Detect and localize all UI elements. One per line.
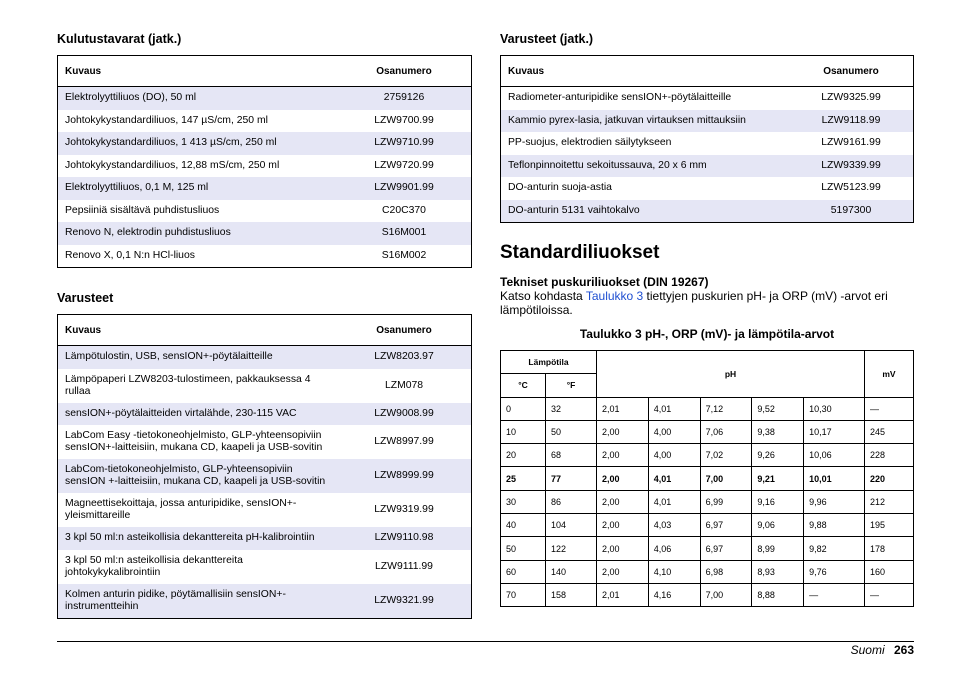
table3-link[interactable]: Taulukko 3 (585, 289, 644, 303)
table-row (58, 369, 472, 403)
row-num: C20C370 (382, 204, 426, 216)
row-num: LZW8999.99 (337, 459, 472, 493)
table-row (58, 155, 472, 178)
ph-cell: 60 (501, 560, 546, 583)
ph-cell: 10,06 (804, 444, 865, 467)
ph-cell: 160 (865, 560, 914, 583)
ph-cell: 8,88 (752, 583, 804, 606)
ph-cell: — (865, 583, 914, 606)
row-num: LZW9720.99 (374, 159, 434, 171)
ph-cell: 2,00 (597, 420, 649, 443)
table-row (501, 467, 914, 490)
ph-cell: 50 (546, 420, 597, 443)
row-desc: 3 kpl 50 ml:n asteikollisia dekanttereita pH-kalibrointiin (58, 527, 338, 550)
ph-cell: 7,00 (700, 583, 752, 606)
ph-cell: 245 (865, 420, 914, 443)
col-header-desc: Kuvaus (501, 56, 790, 87)
row-num: LZW9700.99 (374, 114, 434, 126)
table3-caption: Taulukko 3 pH-, ORP (mV)- ja lämpötila-arvot (579, 327, 835, 341)
table-row (58, 110, 472, 133)
row-desc: Teflonpinnoitettu sekoitussauva, 20 x 6 mm (501, 155, 790, 178)
table-row (501, 87, 914, 110)
ph-cell: 2,00 (597, 537, 649, 560)
row-desc: PP-suojus, elektrodien säilytykseen (508, 137, 672, 149)
ph-cell: 7,12 (700, 397, 752, 420)
ph-header: pH (597, 351, 865, 398)
ph-cell: 6,97 (700, 514, 752, 537)
table-row (58, 132, 472, 155)
ph-cell: 7,06 (700, 420, 752, 443)
consumables-table (57, 55, 472, 268)
row-num: LZW9008.99 (337, 403, 472, 426)
ph-cell: 212 (865, 490, 914, 513)
table-header-row (58, 56, 472, 87)
ph-cell: 9,06 (752, 514, 804, 537)
row-num: LZW5123.99 (821, 182, 881, 194)
table-row (58, 222, 472, 245)
row-num: LZW9161.99 (821, 137, 881, 149)
row-desc: DO-anturin 5131 vaihtokalvo (501, 200, 790, 223)
row-desc: LabCom Easy -tietokoneohjelmisto, GLP-yhteensopiviin sensION+-laitteisiin, mukana CD, kaapeli ja USB-sovitin (65, 430, 323, 453)
ph-cell: 10,01 (804, 467, 865, 490)
accessories-cont-table (500, 55, 914, 223)
ph-cell: 220 (865, 467, 914, 490)
standards-heading: Standardiliuokset (500, 242, 660, 263)
consumables-title: Kulutustavarat (jatk.) (57, 32, 182, 46)
row-desc: Johtokykystandardiliuos, 1 413 µS/cm, 250 ml (58, 132, 338, 155)
page-footer (851, 642, 914, 658)
celsius-header: °C (501, 374, 546, 397)
table-row (58, 584, 472, 619)
ph-cell: — (804, 583, 865, 606)
ph-cell: 2,00 (597, 467, 649, 490)
table-row (501, 514, 914, 537)
row-num: LZW8997.99 (374, 436, 434, 447)
ph-cell: 4,16 (648, 583, 700, 606)
row-num: LZW9319.99 (374, 504, 434, 515)
ph-cell: 0 (501, 397, 546, 420)
ph-cell: 8,99 (752, 537, 804, 560)
row-num: LZW9110.98 (337, 527, 472, 550)
col-header-num: Osanumero (337, 56, 472, 87)
ph-cell: 70 (501, 583, 546, 606)
ph-cell: 2,00 (597, 514, 649, 537)
row-num: 2759126 (337, 87, 472, 110)
ph-cell: 4,01 (648, 467, 700, 490)
ph-cell: 158 (546, 583, 597, 606)
table-row (58, 425, 472, 459)
table-row (501, 155, 914, 178)
table-row (501, 110, 914, 133)
ph-cell: 40 (501, 514, 546, 537)
ph-cell: 20 (501, 444, 546, 467)
table-row (58, 527, 472, 550)
row-num: S16M002 (381, 249, 427, 261)
table-row (501, 560, 914, 583)
ph-cell: 9,52 (752, 397, 804, 420)
ph-cell: 8,93 (752, 560, 804, 583)
ph-cell: 2,00 (597, 490, 649, 513)
ph-cell: 195 (865, 514, 914, 537)
row-num: LZW9111.99 (375, 560, 433, 572)
ph-cell: 4,01 (648, 397, 700, 420)
table-row (58, 403, 472, 426)
ph-cell: 6,97 (700, 537, 752, 560)
row-desc: Renovo N, elektrodin puhdistusliuos (58, 222, 338, 245)
temp-header: Lämpötila (501, 351, 597, 374)
table-row (58, 550, 472, 584)
row-num: LZW9901.99 (337, 177, 472, 200)
table-row (501, 132, 914, 155)
mv-header: mV (865, 351, 914, 398)
table-row (501, 420, 914, 443)
ph-cell: 178 (865, 537, 914, 560)
para-text-before: Katso kohdasta (500, 289, 586, 303)
ph-cell: 9,96 (804, 490, 865, 513)
ph-cell: 4,03 (648, 514, 700, 537)
ph-cell: 9,21 (752, 467, 804, 490)
row-desc: Renovo X, 0,1 N:n HCl-liuos (65, 249, 195, 261)
accessories-table (57, 314, 472, 619)
ph-cell: 4,00 (648, 420, 700, 443)
table-header-row (58, 315, 472, 346)
para-text-after: tiettyjen puskurien pH- ja ORP (mV) -arvot eri lämpötiloissa. (500, 289, 888, 317)
row-num: LZW9339.99 (789, 155, 914, 178)
accessories-cont-title: Varusteet (jatk.) (500, 32, 594, 46)
row-num: LZW9710.99 (337, 132, 472, 155)
footer-rule (57, 641, 914, 642)
row-desc: Pepsiiniä sisältävä puhdistusliuos (65, 204, 220, 216)
ph-cell: 6,99 (700, 490, 752, 513)
table-row (58, 177, 472, 200)
row-num: LZW9118.99 (789, 110, 914, 133)
col-header-desc: Kuvaus (58, 56, 338, 87)
row-desc: sensION+-pöytälaitteiden virtalähde, 230-115 VAC (58, 403, 338, 426)
ph-cell: 10,30 (804, 397, 865, 420)
table-row (501, 177, 914, 200)
ph-cell: 104 (546, 514, 597, 537)
row-num: LZW8203.97 (337, 346, 472, 369)
ph-cell: 9,82 (804, 537, 865, 560)
table-row (58, 346, 472, 369)
ph-cell: 4,00 (648, 444, 700, 467)
ph-cell: 4,01 (648, 490, 700, 513)
right-column (500, 32, 914, 607)
ph-cell: 122 (546, 537, 597, 560)
col-header-num: Osanumero (789, 56, 914, 87)
page-number: 263 (893, 643, 914, 657)
table-row (501, 200, 914, 223)
row-desc: Elektrolyyttiliuos, 0,1 M, 125 ml (58, 177, 338, 200)
ph-cell: 2,01 (597, 583, 649, 606)
row-num: LZM078 (384, 379, 424, 391)
row-desc: Kolmen anturin pidike, pöytämallisiin sensION+-instrumentteihin (58, 584, 338, 619)
ph-cell: 77 (546, 467, 597, 490)
ph-cell: 68 (546, 444, 597, 467)
table-row (501, 397, 914, 420)
row-desc: Magneettisekoittaja, jossa anturipidike, sensION+-yleismittareille (65, 498, 297, 521)
ph-cell: 25 (501, 467, 546, 490)
ph-cell: 4,06 (648, 537, 700, 560)
row-desc: LabCom-tietokoneohjelmisto, GLP-yhteensopiviin sensION +-laitteisiin, mukana CD, kaapeli ja USB-sovitin (58, 459, 338, 493)
ph-cell: 2,01 (597, 397, 649, 420)
ph-header-row (501, 351, 914, 374)
ph-cell: 6,98 (700, 560, 752, 583)
fahrenheit-header: °F (546, 374, 597, 397)
row-num: S16M001 (337, 222, 472, 245)
table-row (58, 493, 472, 527)
ph-cell: 86 (546, 490, 597, 513)
table-row (58, 459, 472, 493)
row-desc: 3 kpl 50 ml:n asteikollisia dekanttereita johtokykykalibrointiin (65, 554, 243, 578)
table-row (58, 200, 472, 223)
row-desc: Johtokykystandardiliuos, 147 µS/cm, 250 ml (65, 114, 268, 126)
standards-paragraph (500, 289, 914, 317)
ph-cell: 2,00 (597, 560, 649, 583)
footer-language: Suomi (850, 643, 885, 657)
table-row (501, 537, 914, 560)
row-desc: Kammio pyrex-lasia, jatkuvan virtauksen mittauksiin (501, 110, 790, 133)
row-desc: Lämpötulostin, USB, sensION+-pöytälaitteille (58, 346, 338, 369)
row-num: LZW9325.99 (821, 92, 881, 104)
ph-cell: — (865, 397, 914, 420)
ph-cell: 4,10 (648, 560, 700, 583)
table-row (501, 583, 914, 606)
row-num: 5197300 (789, 200, 914, 223)
ph-cell: 10,17 (804, 420, 865, 443)
col-header-num: Osanumero (337, 315, 472, 346)
ph-cell: 140 (546, 560, 597, 583)
left-column (57, 32, 472, 619)
ph-cell: 9,16 (752, 490, 804, 513)
ph-cell: 9,76 (804, 560, 865, 583)
ph-cell: 2,00 (597, 444, 649, 467)
standards-subheading: Tekniset puskuriliuokset (DIN 19267) (500, 275, 709, 289)
ph-cell: 9,26 (752, 444, 804, 467)
ph-cell: 30 (501, 490, 546, 513)
ph-cell: 7,02 (700, 444, 752, 467)
ph-cell: 32 (546, 397, 597, 420)
table-row (58, 87, 472, 110)
row-desc: Radiometer-anturipidike sensION+-pöytälaitteille (508, 92, 732, 104)
row-desc: Johtokykystandardiliuos, 12,88 mS/cm, 250 ml (65, 159, 280, 171)
ph-cell: 50 (501, 537, 546, 560)
ph-cell: 9,88 (804, 514, 865, 537)
ph-table-body (501, 397, 914, 607)
table-row (501, 444, 914, 467)
row-num: LZW9321.99 (337, 584, 472, 619)
table-header-row (501, 56, 914, 87)
table-row (501, 490, 914, 513)
ph-cell: 7,00 (700, 467, 752, 490)
ph-cell: 228 (865, 444, 914, 467)
ph-cell: 10 (501, 420, 546, 443)
ph-cell: 9,38 (752, 420, 804, 443)
row-desc: DO-anturin suoja-astia (508, 182, 612, 194)
row-desc: Lämpöpaperi LZW8203-tulostimeen, pakkauksessa 4 rullaa (65, 373, 311, 397)
col-header-desc: Kuvaus (58, 315, 338, 346)
table-row (58, 245, 472, 268)
ph-table (500, 350, 914, 607)
row-desc: Elektrolyyttiliuos (DO), 50 ml (58, 87, 338, 110)
accessories-title: Varusteet (57, 291, 114, 305)
